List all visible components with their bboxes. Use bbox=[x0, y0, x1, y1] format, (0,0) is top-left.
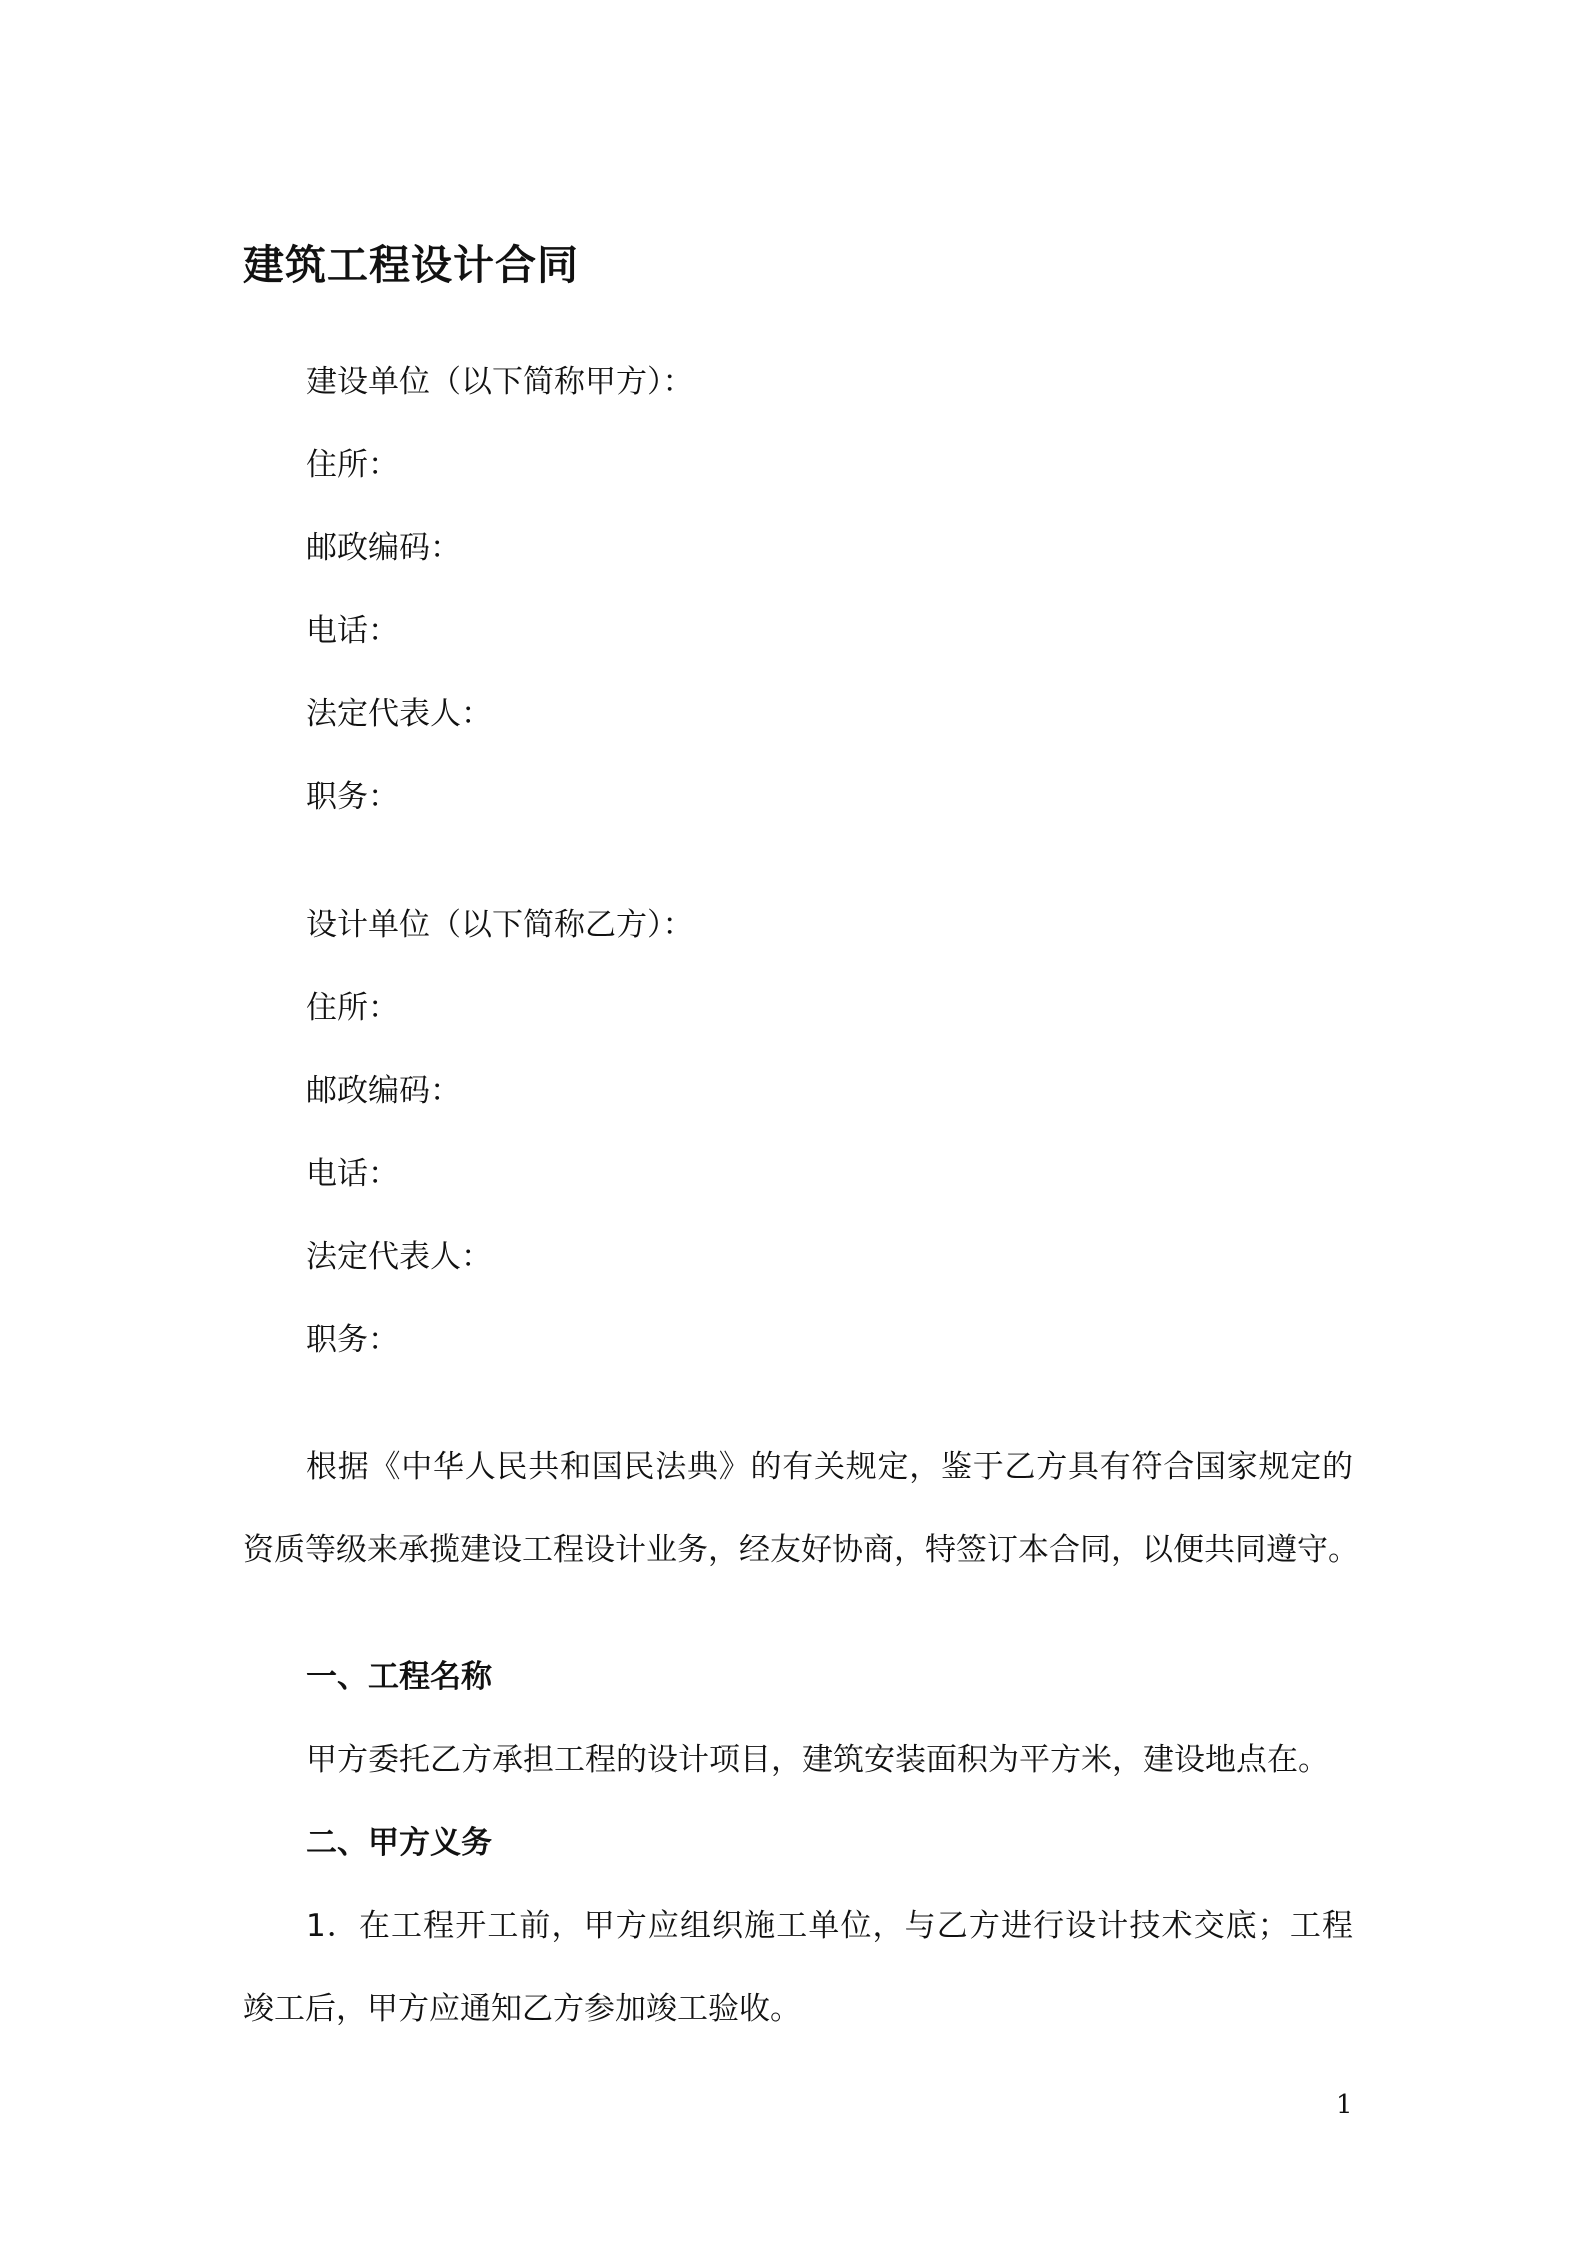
party-a-legal-rep-label: 法定代表人： bbox=[306, 696, 492, 732]
party-a-address-label: 住所： bbox=[306, 447, 399, 483]
section-2-item-1-line-2: 竣工后，甲方应通知乙方参加竣工验收。 bbox=[243, 1991, 801, 2027]
party-b-phone-label: 电话： bbox=[306, 1156, 399, 1192]
party-a-phone-label: 电话： bbox=[306, 613, 399, 649]
preamble-line-1: 根据《中华人民共和国民法典》的有关规定，鉴于乙方具有符合国家规定的 bbox=[306, 1449, 1353, 1485]
section-2-heading: 二、甲方义务 bbox=[306, 1825, 492, 1861]
document-title: 建筑工程设计合同 bbox=[243, 241, 579, 289]
party-b-address-label: 住所： bbox=[306, 990, 399, 1026]
party-a-postal-code-label: 邮政编码： bbox=[306, 530, 461, 566]
party-b-position-label: 职务： bbox=[306, 1322, 399, 1358]
party-a-heading: 建设单位（以下简称甲方）： bbox=[306, 364, 694, 400]
party-b-heading: 设计单位（以下简称乙方）： bbox=[306, 907, 694, 943]
section-1-body: 甲方委托乙方承担工程的设计项目，建筑安装面积为平方米，建设地点在。 bbox=[306, 1742, 1329, 1778]
party-b-legal-rep-label: 法定代表人： bbox=[306, 1239, 492, 1275]
party-b-postal-code-label: 邮政编码： bbox=[306, 1073, 461, 1109]
section-1-heading: 一、工程名称 bbox=[306, 1659, 492, 1695]
section-2-item-1-line-1: 1．在工程开工前，甲方应组织施工单位，与乙方进行设计技术交底；工程 bbox=[306, 1908, 1353, 1944]
page-number: 1 bbox=[1336, 2090, 1353, 2120]
party-a-position-label: 职务： bbox=[306, 779, 399, 815]
preamble-line-2: 资质等级来承揽建设工程设计业务，经友好协商，特签订本合同，以便共同遵守。 bbox=[243, 1532, 1359, 1568]
